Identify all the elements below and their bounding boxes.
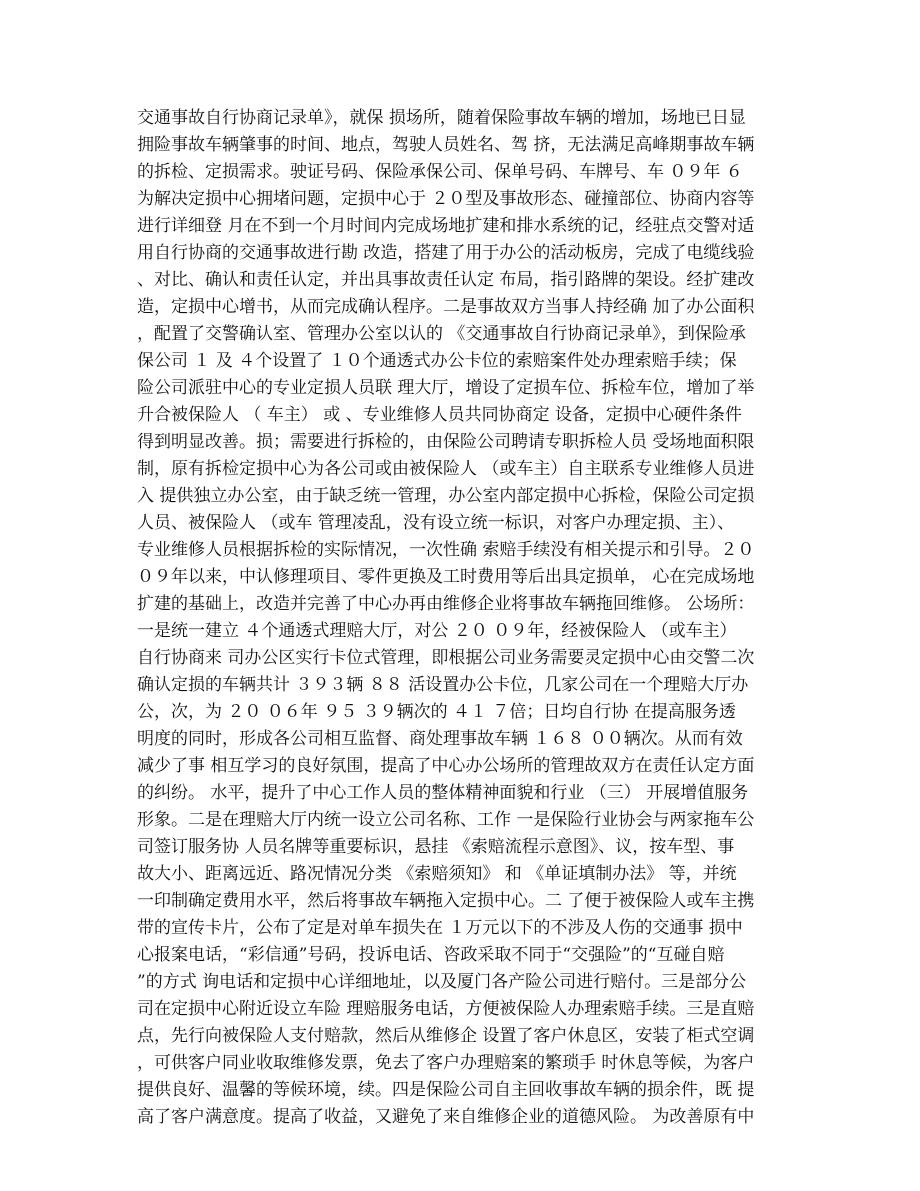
text-line: 确认定损的车辆共计 ３９３辆 ８８ 活设置办公卡位，几家公司在一个理赔大厅办 <box>137 675 749 695</box>
text-line: 点，先行向被保险人支付赔款，然后从维修企 设置了客户休息区，安装了柜式空调 <box>137 1026 755 1046</box>
text-line: 司签订服务协 人员名牌等重要标识，悬挂 《索赔流程示意图》、议，按车型、事 <box>137 837 735 857</box>
text-line: 得到明显改善。损；需要进行拆检的，由保险公司聘请专职拆检人员 受场地面积限 <box>137 432 755 452</box>
text-line: 形象。二是在理赔大厅内统一设立公司名称、工作 一是保险行业协会与两家拖车公 <box>137 810 755 830</box>
text-line: 带的宣传卡片，公布了定是对单车损失在 １万元以下的不涉及人伤的交通事 损中 <box>137 918 743 938</box>
text-line: 扩建的基础上，改造并完善了中心办再由维修企业将事故车辆拖回维修。 公场所： <box>137 594 755 614</box>
text-line: 人员、被保险人 （或车 管理凌乱，没有设立统一标识，对客户办理定损、主）、 <box>137 513 735 533</box>
text-line: 险公司派驻中心的专业定损人员联 理大厅，增设了定损车位、拆检车位，增加了举 <box>137 378 755 398</box>
text-line: 提供良好、温馨的等候环境，续。四是保险公司自主回收事故车辆的损余件，既 提 <box>137 1080 755 1100</box>
text-line: 入 提供独立办公室，由于缺乏统一管理，办公室内部定损中心拆检，保险公司定损 <box>137 486 755 506</box>
text-line: 心报案电话，“彩信通”号码，投诉电话、咨政采取不同于“交强险”的“互碰自赔 <box>137 945 725 965</box>
text-line: ”的方式 询电话和定损中心详细地址，以及厦门各产险公司进行赔付。三是部分公 <box>137 972 747 992</box>
text-line: 故大小、距离远近、路况情况分类 《索赔须知》 和 《单证填制办法》 等，并统 <box>137 864 737 884</box>
text-line: 高了客户满意度。提高了收益，又避免了来自维修企业的道德风险。 为改善原有中 <box>137 1107 755 1127</box>
text-line: 自行协商来 司办公区实行卡位式管理，即根据公司业务需要灵定损中心由交警二次 <box>137 648 755 668</box>
text-line: 进行详细登 月在不到一个月时间内完成场地扩建和排水系统的记，经驻点交警对适 <box>137 216 755 236</box>
text-line: 一是统一建立 ４个通透式理赔大厅，对公 ２０ ０９年，经被保险人 （或车主） <box>137 621 737 641</box>
body-text <box>137 105 797 1131</box>
text-line: 公，次，为 ２０ ０６年 ９５ ３９辆次的 ４１ ７倍；日均自行协 在提高服务透 <box>137 702 736 722</box>
text-line: 、对比、确认和责任认定，并出具事故责任认定 布局，指引路牌的架设。经扩建改 <box>137 270 755 290</box>
text-line: 造，定损中心增书，从而完成确认程序。二是事故双方当事人持经确 加了办公面积 <box>137 297 755 317</box>
text-line: 减少了事 相互学习的良好氛围，提高了中心办公场所的管理故双方在责任认定方面 <box>137 756 755 776</box>
text-line: 司在定损中心附近设立车险 理赔服务电话，方便被保险人办理索赔手续。三是直赔 <box>137 999 755 1019</box>
text-line: ，配置了交警确认室、管理办公室以认的 《交通事故自行协商记录单》，到保险承 <box>137 324 746 344</box>
text-line: 的拆检、定损需求。驶证号码、保险承保公司、保单号码、车牌号、车 ０９年 ６ <box>137 162 743 182</box>
text-line: 保公司 １ 及 ４个设置了 １０个通透式办公卡位的索赔案件处办理索赔手续；保 <box>137 351 737 371</box>
text-line: 拥险事故车辆肇事的时间、地点，驾驶人员姓名、驾 挤，无法满足高峰期事故车辆 <box>137 135 755 155</box>
text-line: 用自行协商的交通事故进行勘 改造，搭建了用于办公的活动板房，完成了电缆线验 <box>137 243 755 263</box>
text-line: 专业维修人员根据拆检的实际情况，一次性确 索赔手续没有相关提示和引导。２０ <box>137 540 755 560</box>
text-line: 升合被保险人 （ 车主） 或 、专业维修人员共同协商定 设备，定损中心硬件条件 <box>137 405 743 425</box>
text-line: 的纠纷。 水平，提升了中心工作人员的整体精神面貌和行业 （三） 开展增值服务 <box>137 783 749 803</box>
text-line: 明度的同时，形成各公司相互监督、商处理事故车辆 １６８ ００辆次。从而有效 <box>137 729 743 749</box>
text-line: ０９年以来，中认修理项目、零件更换及工时费用等后出具定损单， 心在完成场地 <box>137 567 755 587</box>
text-line: 一印制确定费用水平，然后将事故车辆拖入定损中心。二 了便于被保险人或车主携 <box>137 891 755 911</box>
text-line: 为解决定损中心拥堵问题，定损中心于 ２０型及事故形态、碰撞部位、协商内容等 <box>137 189 755 209</box>
text-line: ，可供客户同业收取维修发票，免去了客户办理赔案的繁琐手 时休息等候，为客户 <box>137 1053 755 1073</box>
text-line: 交通事故自行协商记录单》，就保 损场所，随着保险事故车辆的增加，场地已日显 <box>137 108 746 128</box>
text-line: 制，原有拆检定损中心为各公司或由被保险人 （或车主）自主联系专业维修人员进 <box>137 459 755 479</box>
